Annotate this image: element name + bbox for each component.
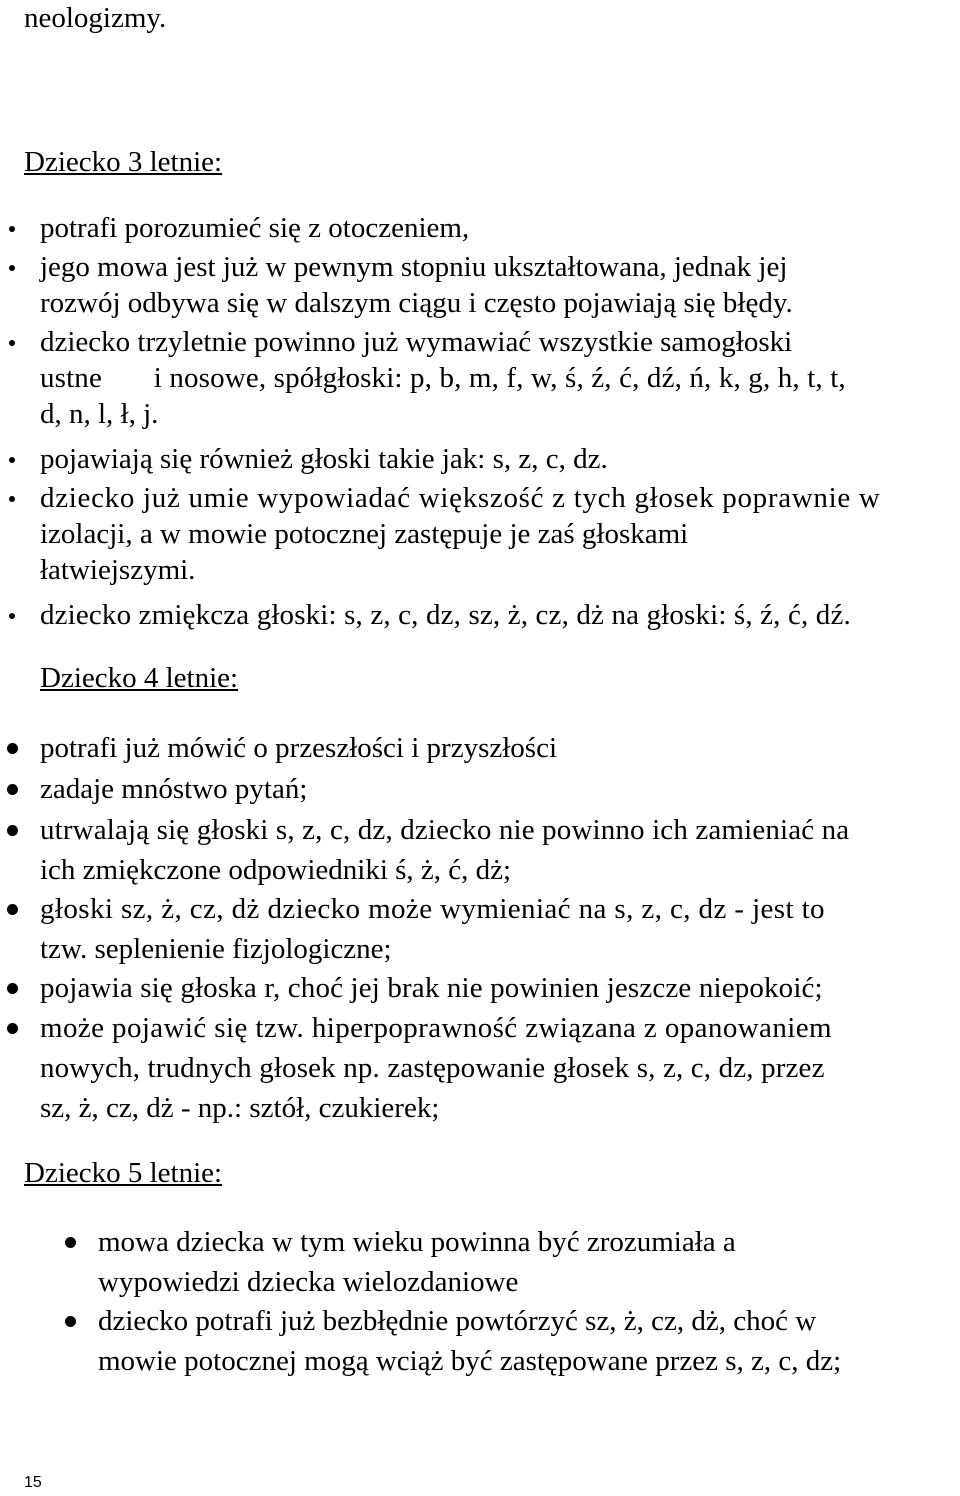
list-item-line: nowych, trudnych głosek np. zastępowanie głosek s, z, c, dz, przez — [40, 1052, 825, 1084]
list-item-line: jego mowa jest już w pewnym stopniu ukształtowana, jednak jej — [40, 251, 788, 283]
list-item-line: sz, ż, cz, dż - np.: sztół, czukierek; — [40, 1092, 440, 1124]
list-item-line: mowa dziecka w tym wieku powinna być zrozumiała a — [98, 1226, 736, 1258]
list-item — [40, 480, 881, 588]
list-item — [40, 810, 849, 890]
list-item — [40, 210, 469, 246]
list-item — [40, 441, 608, 477]
list-item-line: mowie potocznej mogą wciąż być zastępowane przez s, z, c, dz; — [98, 1345, 842, 1377]
list-item — [40, 889, 825, 969]
list-item-line: potrafi porozumieć się z otoczeniem, — [40, 212, 470, 244]
heading-age-4: Dziecko 4 letnie: — [40, 662, 239, 694]
list-item-line: dziecko zmiękcza głoski: s, z, c, dz, sz, ż, cz, dż na głoski: ś, ź, ć, dź. — [40, 599, 851, 631]
continuation-text: neologizmy. — [24, 2, 167, 34]
list-item-line: łatwiejszymi. — [40, 554, 196, 586]
list-item — [40, 249, 793, 321]
list-item — [40, 324, 846, 432]
list-item-line: ustne i nosowe, spółgłoski: p, b, m, f, w, ś, ź, ć, dź, ń, k, g, h, t, t, — [40, 362, 846, 394]
list-item-line: d, n, l, ł, j. — [40, 398, 159, 430]
list-item — [40, 769, 307, 809]
list-item — [40, 597, 851, 633]
list-item-line: głoski sz, ż, cz, dż dziecko może wymieniać na s, z, c, dz - jest to — [40, 893, 825, 925]
list-item-line: tzw. seplenienie fizjologiczne; — [40, 933, 392, 965]
list-item — [40, 968, 823, 1008]
list-item — [40, 728, 557, 768]
list-item-line: dziecko trzyletnie powinno już wymawiać wszystkie samogłoski — [40, 326, 793, 358]
list-item-line: zadaje mnóstwo pytań; — [40, 773, 308, 805]
list-item-line: może pojawić się tzw. hiperpoprawność związana z opanowaniem — [40, 1012, 832, 1044]
list-item-line: wypowiedzi dziecka wielozdaniowe — [98, 1266, 519, 1298]
page-number: 15 — [24, 1474, 42, 1491]
list-item — [98, 1301, 841, 1381]
list-item-line: rozwój odbywa się w dalszym ciągu i często pojawiają się błędy. — [40, 287, 793, 319]
list-item-line: pojawia się głoska r, choć jej brak nie powinien jeszcze niepokoić; — [40, 972, 823, 1004]
list-item-line: utrwalają się głoski s, z, c, dz, dziecko nie powinno ich zamieniać na — [40, 814, 850, 846]
list-item-line: potrafi już mówić o przeszłości i przyszłości — [40, 732, 558, 764]
list-item-line: ich zmiękczone odpowiedniki ś, ż, ć, dż; — [40, 854, 512, 886]
heading-age-3: Dziecko 3 letnie: — [24, 146, 223, 178]
list-item-line: pojawiają się również głoski takie jak: s, z, c, dz. — [40, 443, 608, 475]
list-item-line: dziecko już umie wypowiadać większość z tych głosek poprawnie w — [40, 482, 881, 514]
heading-age-5: Dziecko 5 letnie: — [24, 1157, 223, 1189]
list-item-line: dziecko potrafi już bezbłędnie powtórzyć sz, ż, cz, dż, choć w — [98, 1305, 817, 1337]
list-item — [98, 1222, 736, 1302]
list-item-line: izolacji, a w mowie potocznej zastępuje je zaś głoskami — [40, 518, 689, 550]
list-item — [40, 1008, 832, 1128]
